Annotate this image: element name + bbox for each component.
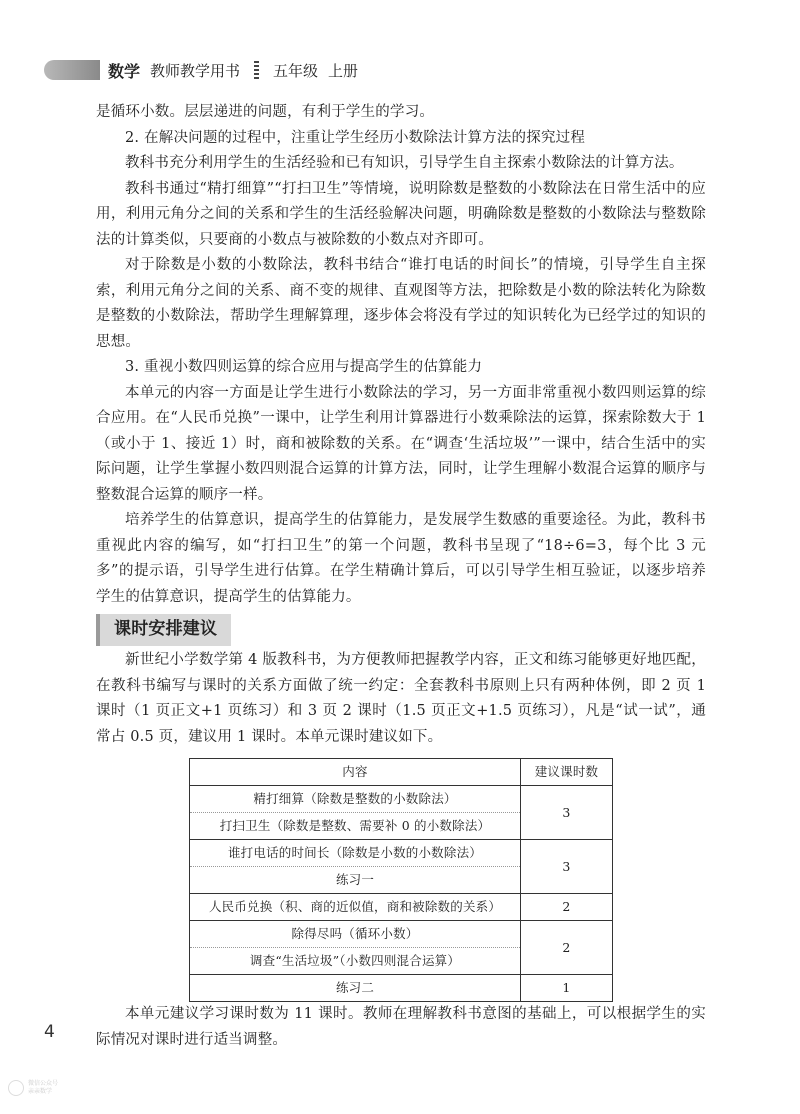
paragraph: 本单元的内容一方面是让学生进行小数除法的学习，另一方面非常重视小数四则运算的综合应用。在“人民币兑换”一课中，让学生利用计算器进行小数乘除法的运算，探索除数大于 1（或小于 1、接近 1）时，商和被除数的关系。在“调查‘生活垃圾’”一课中，结合生活中的实际问题，让学生掌握小数四则混合运算的计算方法，同时，让学生理解小数混合运算的顺序与整数混合运算的顺序一样。 <box>96 384 706 503</box>
subheading: 2. 在解决问题的过程中，注重让学生经历小数除法计算方法的探究过程 <box>125 129 586 146</box>
paragraph: 对于除数是小数的小数除法，教科书结合“谁打电话的时间长”的情境，引导学生自主探索，利用元角分之间的关系、商不变的规律、直观图等方法，把除数是小数的除法转化为除数是整数的小数除法，帮助学生理解算理，逐步体会将没有学过的知识转化为已经学过的知识的思想。 <box>96 257 706 350</box>
section-title: 课时安排建议 <box>96 614 231 646</box>
header-grade: 五年级 <box>273 61 319 80</box>
header-book: 教师教学用书 <box>150 61 241 80</box>
page-number: 4 <box>44 1022 55 1042</box>
table-cell-lesson: 练习一 <box>190 867 521 894</box>
table-cell-hours: 2 <box>521 894 613 921</box>
header-subject: 数学 <box>108 61 141 81</box>
watermark-line: 亲亲数学 <box>28 1088 53 1095</box>
section-intro: 新世纪小学数学第 4 版教科书，为方便教师把握教学内容，正文和练习能够更好地匹配，在教科书编写与课时的关系方面做了统一约定：全套教科书原则上只有两种体例，即 2 页 1 课时（1 页正文+1 页练习）和 3 页 2 课时（1.5 页正文+1.5 页练习），凡是“试一试”，通常占 0.5 页，建议用 1 课时。本单元课时建议如下。 <box>96 652 706 745</box>
paragraph: 教科书通过“精打细算”“打扫卫生”等情境，说明除数是整数的小数除法在日常生活中的应用，利用元角分之间的关系和学生的生活经验解决问题，明确除数是整数的小数除法与整数除法的计算类似，只要商的小数点与被除数的小数点对齐即可。 <box>96 180 706 248</box>
subheading: 3. 重视小数四则运算的综合应用与提高学生的估算能力 <box>125 359 483 375</box>
table-cell-lesson: 调查“生活垃圾”（小数四则混合运算） <box>190 948 521 975</box>
table-header-content: 内容 <box>190 759 521 786</box>
watermark <box>8 1080 58 1096</box>
closing-paragraph: 本单元建议学习课时数为 11 课时。教师在理解教科书意图的基础上，可以根据学生的实际情况对课时进行适当调整。 <box>96 1006 706 1048</box>
table-cell-lesson: 练习二 <box>190 975 521 1002</box>
table-cell-lesson: 打扫卫生（除数是整数、需要补 0 的小数除法） <box>190 813 521 840</box>
table-cell-lesson: 除得尽吗（循环小数） <box>190 921 521 948</box>
table-cell-lesson: 谁打电话的时间长（除数是小数的小数除法） <box>190 840 521 867</box>
table-cell-hours: 1 <box>521 975 613 1002</box>
running-header <box>108 58 358 82</box>
table-cell-hours: 3 <box>521 840 613 894</box>
watermark-line: 微信公众号 <box>28 1080 59 1087</box>
table-cell-lesson: 人民币兑换（积、商的近似值，商和被除数的关系） <box>190 894 521 921</box>
page-content <box>96 100 706 1053</box>
table-header-hours: 建议课时数 <box>521 759 613 786</box>
table-cell-hours: 3 <box>521 786 613 840</box>
table-cell-lesson: 精打细算（除数是整数的小数除法） <box>190 786 521 813</box>
paragraph: 教科书充分利用学生的生活经验和已有知识，引导学生自主探索小数除法的计算方法。 <box>125 155 684 171</box>
lesson-schedule-table <box>189 758 613 1002</box>
header-volume: 上册 <box>328 61 359 80</box>
paragraph: 是循环小数。层层递进的问题，有利于学生的学习。 <box>96 104 435 120</box>
watermark-icon <box>8 1080 24 1096</box>
paragraph: 培养学生的估算意识，提高学生的估算能力，是发展学生数感的重要途径。为此，教科书重视此内容的编写，如“打扫卫生”的第一个问题，教科书呈现了“18÷6=3，每个比 3 元多”的提示语，引导学生进行估算。在学生精确计算后，可以引导学生相互验证，以逐步培养学生的估算意识，提高学生的估算能力。 <box>96 512 706 605</box>
header-divider <box>254 61 259 79</box>
header-decoration <box>44 60 100 80</box>
table-cell-hours: 2 <box>521 921 613 975</box>
